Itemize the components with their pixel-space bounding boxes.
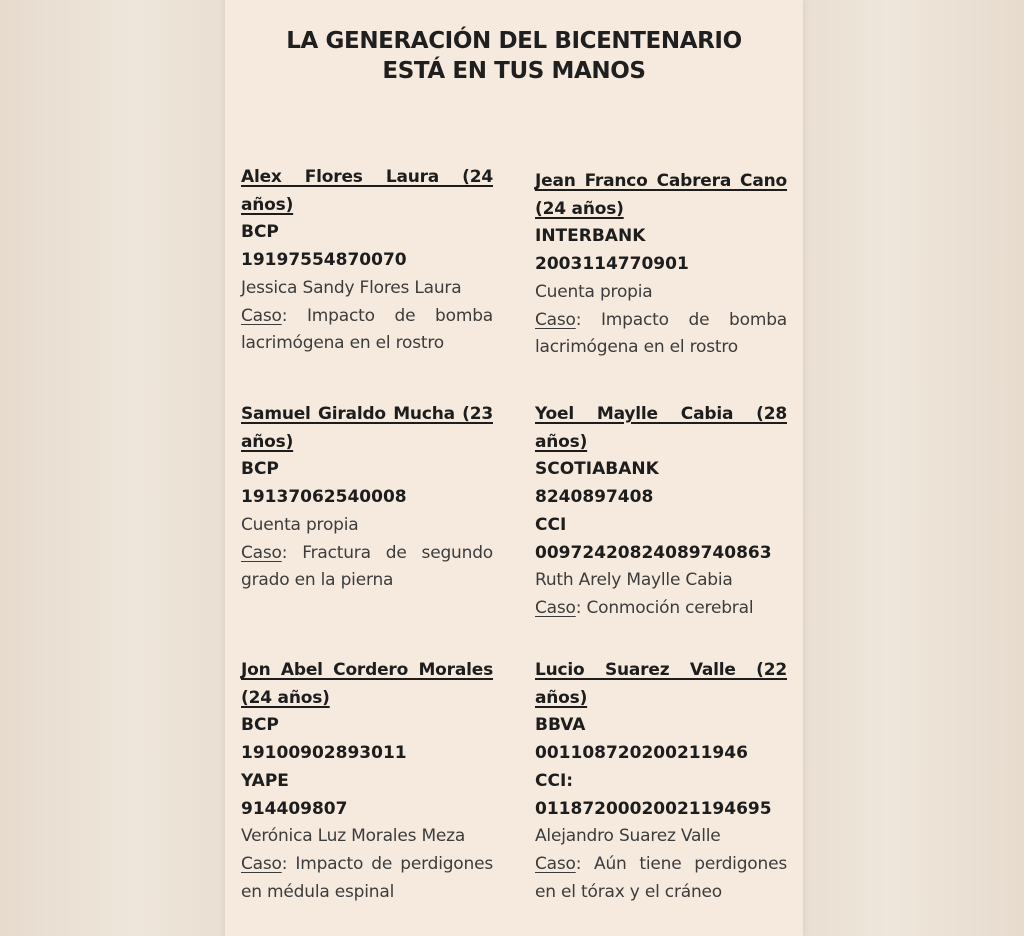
case-label: Caso — [241, 542, 282, 563]
yape-label: YAPE — [241, 770, 289, 791]
case-label: Caso — [241, 853, 282, 874]
person-name: Lucio Suarez Valle (22 años) — [535, 660, 787, 708]
bank-name: SCOTIABANK — [535, 459, 659, 480]
case-text: Fractura de segundo grado en la pierna — [241, 542, 493, 591]
case-label: Caso — [535, 597, 576, 618]
case-label: Caso — [535, 853, 576, 874]
cci-number: 01187200020021194695 — [535, 798, 772, 819]
right-backdrop — [803, 0, 1024, 936]
case-separator: : — [575, 597, 582, 618]
bank-name: BBVA — [535, 715, 586, 736]
case-description — [241, 540, 493, 595]
account-holder: Ruth Arely Maylle Cabia — [535, 570, 733, 591]
case-description — [535, 307, 787, 362]
case-text: Aún tiene perdigones en el tórax y el cráneo — [535, 853, 787, 902]
account-holder: Alejandro Suarez Valle — [535, 826, 721, 847]
account-number: 19100902893011 — [241, 743, 407, 764]
title-line-2: ESTÁ EN TUS MANOS — [382, 58, 646, 84]
account-number: 8240897408 — [535, 487, 654, 508]
case-text: Impacto de bomba lacrimógena en el rostro — [241, 305, 493, 354]
case-separator: : — [281, 853, 288, 874]
person-card-alex — [241, 164, 493, 358]
account-holder: Cuenta propia — [241, 514, 359, 535]
case-separator: : — [281, 305, 288, 326]
person-card-jon — [241, 657, 493, 906]
person-card-yoel — [535, 401, 787, 623]
bank-name: INTERBANK — [535, 226, 646, 247]
account-holder: Jessica Sandy Flores Laura — [241, 277, 462, 298]
person-card-jean — [535, 168, 787, 362]
account-holder: Verónica Luz Morales Meza — [241, 826, 466, 847]
cci-number: 00972420824089740863 — [535, 542, 772, 563]
case-separator: : — [575, 309, 582, 330]
person-name: Jon Abel Cordero Morales (24 años) — [241, 660, 493, 708]
bank-name: BCP — [241, 222, 279, 243]
case-label: Caso — [241, 305, 282, 326]
left-backdrop — [0, 0, 225, 936]
bank-name: BCP — [241, 459, 279, 480]
person-card-lucio — [535, 657, 787, 906]
account-holder: Cuenta propia — [535, 281, 653, 302]
yape-number: 914409807 — [241, 798, 348, 819]
case-text: Impacto de perdigones en médula espinal — [241, 853, 493, 902]
person-name: Samuel Giraldo Mucha (23 años) — [241, 404, 493, 452]
person-name: Alex Flores Laura (24 años) — [241, 167, 493, 215]
case-description — [535, 595, 787, 623]
account-number: 001108720200211946 — [535, 743, 748, 764]
account-number: 19197554870070 — [241, 250, 407, 271]
case-separator: : — [575, 853, 582, 874]
case-description — [241, 851, 493, 906]
account-number: 19137062540008 — [241, 487, 407, 508]
case-text: Impacto de bomba lacrimógena en el rostro — [535, 309, 787, 358]
page-title — [225, 26, 803, 86]
cci-label: CCI: — [535, 770, 574, 791]
case-description — [535, 851, 787, 906]
person-name: Yoel Maylle Cabia (28 años) — [535, 404, 787, 452]
title-line-1: LA GENERACIÓN DEL BICENTENARIO — [286, 28, 742, 54]
bank-name: BCP — [241, 715, 279, 736]
case-label: Caso — [535, 309, 576, 330]
case-text: Conmoción cerebral — [581, 597, 754, 618]
document-page — [225, 0, 803, 936]
person-card-samuel — [241, 401, 493, 595]
case-separator: : — [281, 542, 288, 563]
account-number: 2003114770901 — [535, 254, 689, 275]
person-name: Jean Franco Cabrera Cano (24 años) — [535, 171, 787, 219]
case-description — [241, 303, 493, 358]
cci-label: CCI — [535, 514, 567, 535]
